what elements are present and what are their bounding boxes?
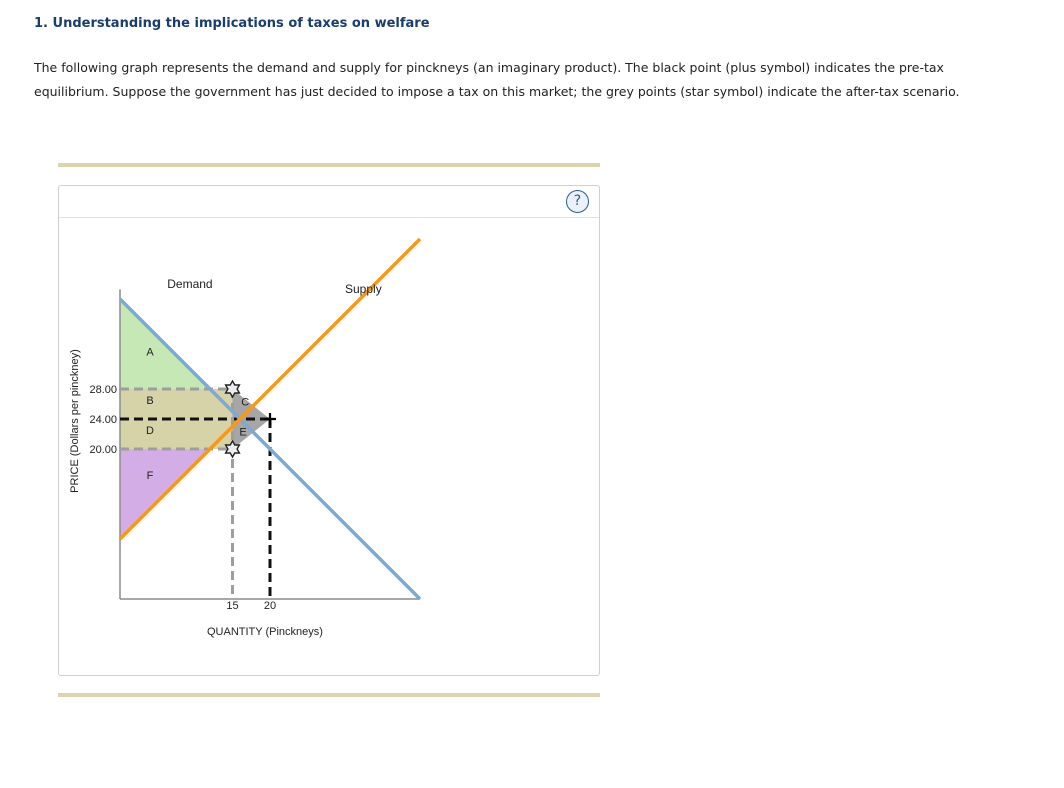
y-tick-label-24-00: 24.00 [89,414,117,426]
top-divider [58,163,600,167]
graph-panel [58,185,600,676]
question-intro: The following graph represents the demand and supply for pinckneys (an imaginary product). The black point (plus symbol) indicates the pre-tax equilibrium. Suppose the government has just decided to impose a tax on this market; the grey points (star symbol) indicate the after-tax scenario. [34,60,960,99]
y-axis-title: PRICE (Dollars per pinckney) [69,349,81,493]
supply-label: Supply [345,282,382,296]
x-tick-label-20: 20 [263,600,277,612]
area-label-d: D [146,425,154,437]
y-tick-label-20-00: 20.00 [89,444,117,456]
area-label-c: C [241,396,250,409]
supply-demand-chart [59,186,599,675]
y-tick-label-28-00: 28.00 [89,384,117,396]
demand-label: Demand [167,276,213,291]
x-axis-title: QUANTITY (Pinckneys) [207,626,323,638]
area-label-e: E [239,426,247,439]
area-label-f: F [146,470,154,482]
help-button[interactable]: ? [566,190,589,213]
area-label-b: B [146,395,154,407]
bottom-divider [58,693,600,697]
pretax-equilibrium-point [264,413,276,425]
x-tick-label-15: 15 [226,600,239,612]
area-label-a: A [146,346,154,359]
question-title: 1. Understanding the implications of taxes on welfare [34,16,430,31]
